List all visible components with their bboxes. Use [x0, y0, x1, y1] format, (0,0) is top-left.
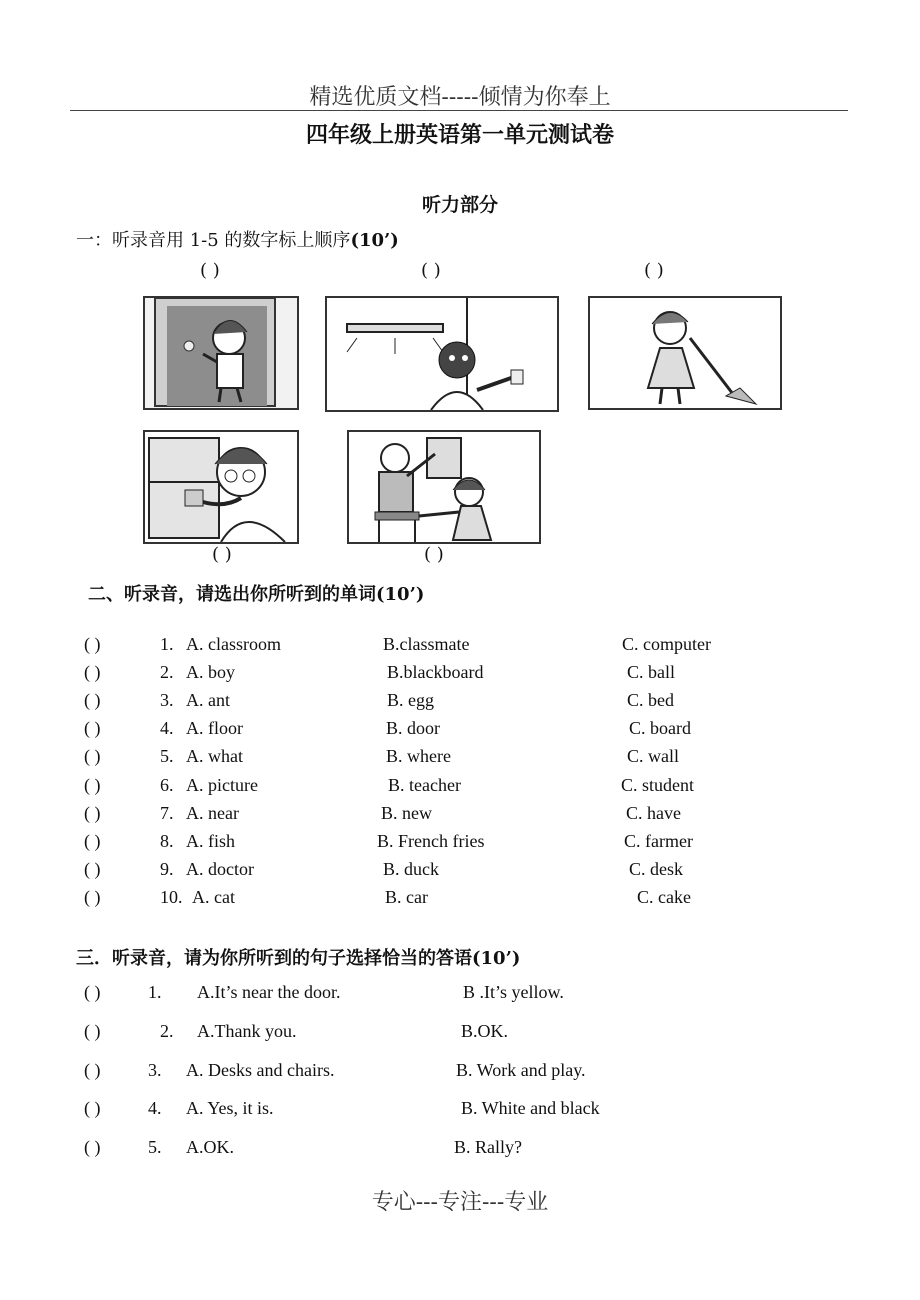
answer-blank[interactable]: ( ): [84, 1137, 101, 1157]
kids-board-illustration: [349, 432, 539, 542]
question-number: 4.: [160, 718, 174, 738]
option-a: A. near: [186, 803, 239, 823]
option-a: A. cat: [192, 887, 235, 907]
page-footer: 专心---专注---专业: [371, 1190, 549, 1215]
option-b: B .It’s yellow.: [463, 982, 564, 1002]
answer-blank[interactable]: ( ): [84, 859, 101, 879]
answer-blank[interactable]: ( ): [84, 887, 101, 907]
option-b: B. car: [385, 887, 428, 907]
answer-blank[interactable]: ( ): [424, 544, 444, 565]
option-c: C. cake: [637, 887, 691, 907]
option-c: C. ball: [627, 662, 675, 682]
option-b: B. new: [381, 803, 432, 823]
answer-blank[interactable]: ( ): [84, 662, 101, 682]
question-number: 2.: [160, 662, 174, 682]
question-number: 3.: [160, 690, 174, 710]
answer-blank[interactable]: ( ): [84, 1021, 101, 1041]
option-a: A. doctor: [186, 859, 254, 879]
answer-blank[interactable]: ( ): [84, 982, 101, 1002]
girl-at-door-illustration: [145, 298, 297, 408]
option-b: B. where: [386, 746, 451, 766]
boy-light-illustration: [327, 298, 557, 410]
option-b: B. door: [386, 718, 440, 738]
option-a: A. what: [186, 746, 243, 766]
section1-heading: [76, 226, 399, 252]
section-subtitle: 听力部分: [421, 194, 498, 216]
answer-blank[interactable]: ( ): [84, 775, 101, 795]
option-c: C. farmer: [624, 831, 693, 851]
question-number: 1.: [160, 634, 174, 654]
answer-blank[interactable]: ( ): [84, 718, 101, 738]
question-number: 5.: [148, 1137, 162, 1157]
option-a: A. Desks and chairs.: [186, 1060, 335, 1080]
page-header: 精选优质文档-----倾情为你奉上: [309, 85, 611, 110]
option-a: A. floor: [186, 718, 243, 738]
option-a: A. boy: [186, 662, 235, 682]
answer-blank[interactable]: ( ): [84, 831, 101, 851]
question-number: 9.: [160, 859, 174, 879]
section1-label: 一：听录音用 1-5 的数字标上顺序: [76, 230, 351, 251]
answer-blank[interactable]: ( ): [200, 260, 220, 281]
answer-blank[interactable]: ( ): [84, 803, 101, 823]
picture-boy-turning-on-light: [325, 296, 559, 412]
option-a: A.Thank you.: [197, 1021, 297, 1041]
picture-girl-at-door: [143, 296, 299, 410]
option-b: B. duck: [383, 859, 439, 879]
question-number: 4.: [148, 1098, 162, 1118]
picture-girl-sweeping: [588, 296, 782, 410]
option-a: A. classroom: [186, 634, 281, 654]
option-b: B. Work and play.: [456, 1060, 586, 1080]
option-c: C. computer: [622, 634, 711, 654]
picture-kids-cleaning-board: [347, 430, 541, 544]
answer-blank[interactable]: ( ): [212, 544, 232, 565]
option-a: A. Yes, it is.: [186, 1098, 274, 1118]
option-b: B.OK.: [461, 1021, 509, 1041]
option-c: C. student: [621, 775, 695, 795]
question-number: 7.: [160, 803, 174, 823]
option-b: B. Rally?: [454, 1137, 522, 1157]
option-c: C. wall: [627, 746, 679, 766]
option-b: B.blackboard: [387, 662, 484, 682]
option-a: A.OK.: [186, 1137, 234, 1157]
option-c: C. desk: [629, 859, 683, 879]
page-title: 四年级上册英语第一单元测试卷: [305, 122, 614, 148]
option-a: A. fish: [186, 831, 235, 851]
section1-points: (10’): [350, 230, 399, 251]
question-number: 10.: [160, 887, 183, 907]
option-a: A. ant: [186, 690, 230, 710]
answer-blank[interactable]: ( ): [84, 690, 101, 710]
option-c: C. board: [629, 718, 691, 738]
man-window-illustration: [145, 432, 297, 542]
option-c: C. bed: [627, 690, 674, 710]
answer-blank[interactable]: ( ): [84, 1060, 101, 1080]
question-number: 3.: [148, 1060, 162, 1080]
section3-heading: 三．听录音，请为你所听到的句子选择恰当的答语(10’): [76, 948, 521, 969]
question-number: 2.: [160, 1021, 174, 1041]
girl-sweeping-illustration: [590, 298, 780, 408]
question-number: 8.: [160, 831, 174, 851]
option-b: B. teacher: [388, 775, 461, 795]
answer-blank[interactable]: ( ): [644, 260, 664, 281]
header-divider: [70, 110, 848, 111]
picture-man-cleaning-window: [143, 430, 299, 544]
question-number: 1.: [148, 982, 162, 1002]
option-b: B. French fries: [377, 831, 485, 851]
option-b: B.classmate: [383, 634, 470, 654]
option-a: A. picture: [186, 775, 258, 795]
question-number: 5.: [160, 746, 174, 766]
answer-blank[interactable]: ( ): [84, 1098, 101, 1118]
answer-blank[interactable]: ( ): [421, 260, 441, 281]
section2-heading: 二、听录音，请选出你所听到的单词(10’): [88, 584, 425, 605]
question-number: 6.: [160, 775, 174, 795]
option-c: C. have: [626, 803, 681, 823]
option-b: B. egg: [387, 690, 434, 710]
option-b: B. White and black: [461, 1098, 600, 1118]
answer-blank[interactable]: ( ): [84, 634, 101, 654]
option-a: A.It’s near the door.: [197, 982, 341, 1002]
answer-blank[interactable]: ( ): [84, 746, 101, 766]
